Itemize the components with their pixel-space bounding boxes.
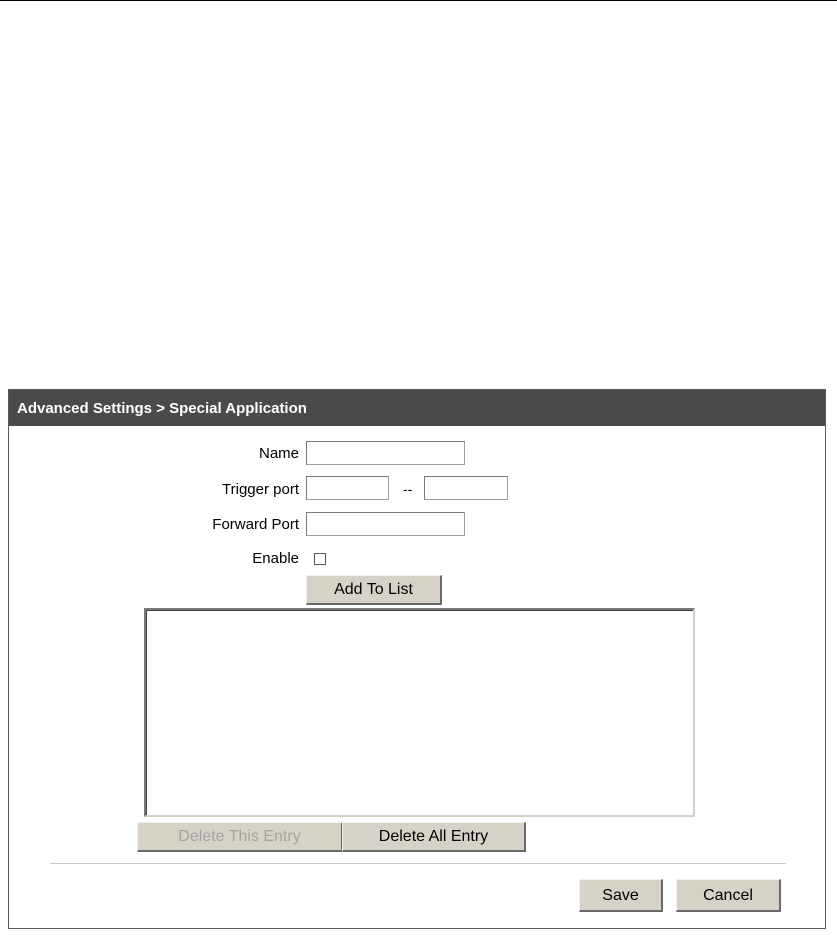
trigger-port-separator: --: [403, 481, 413, 497]
enable-label: Enable: [252, 550, 299, 567]
footer-divider: [50, 863, 786, 864]
delete-this-entry-button[interactable]: Delete This Entry: [137, 822, 343, 852]
cancel-button[interactable]: Cancel: [676, 879, 781, 912]
save-button[interactable]: Save: [579, 879, 663, 912]
delete-all-entry-button[interactable]: Delete All Entry: [342, 822, 526, 852]
trigger-port-start-input[interactable]: [306, 476, 389, 500]
forward-port-input[interactable]: [306, 512, 465, 536]
top-rule: [0, 0, 837, 1]
enable-checkbox[interactable]: [314, 553, 326, 565]
entry-listbox[interactable]: [144, 608, 695, 817]
forward-port-label: Forward Port: [212, 516, 299, 533]
name-label: Name: [258, 445, 299, 462]
trigger-port-label: Trigger port: [222, 481, 299, 498]
name-input[interactable]: [306, 441, 465, 465]
panel-title: Advanced Settings > Special Application: [9, 390, 825, 426]
special-application-panel: [8, 389, 826, 929]
trigger-port-end-input[interactable]: [424, 476, 508, 500]
add-to-list-button[interactable]: Add To List: [306, 575, 442, 605]
